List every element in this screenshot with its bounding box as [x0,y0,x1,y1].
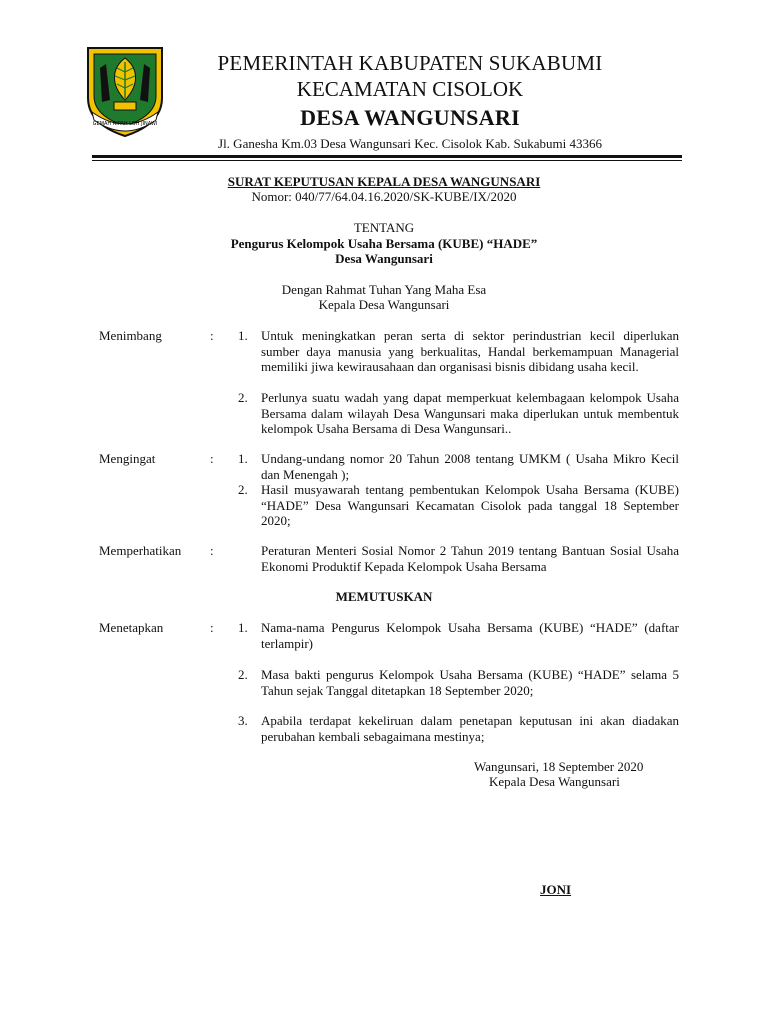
government-name: PEMERINTAH KABUPATEN SUKABUMI [217,51,603,75]
menimbang-item-1-text: Untuk meningkatkan peran serta di sektor perindustrian kecil diperlukan sumber daya manusia yang berkualitas, Handal berkemampuan Managerial memiliki jiwa kewirausahaan dan organisasi bisnis dibidang usaha kecil. [261,328,679,374]
logo-motto: GEMAH RIPAH LOH JINAWI [92,121,158,127]
decree-title: SURAT KEPUTUSAN KEPALA DESA WANGUNSARI [227,174,541,189]
signatory-name: JONI [540,882,572,897]
menimbang-item-2-number: 2. [238,390,248,405]
mengingat-item-2-number: 2. [238,482,248,497]
memperhatikan-text: Peraturan Menteri Sosial Nomor 2 Tahun 2019 tentang Bantuan Sosial Usaha Ekonomi Produktif Kepada Kelompok Usaha Bersama [261,543,679,574]
mengingat-colon: : [210,451,214,466]
letterhead-divider-thick [92,155,682,158]
menimbang-colon: : [210,328,214,343]
menetapkan-item-3-number: 3. [238,713,248,728]
menetapkan-item-3-text: Apabila terdapat kekeliruan dalam penetapan keputusan ini akan diadakan perubahan kembali sebagaimana mestinya; [261,713,679,744]
decree-number: Nomor: 040/77/64.04.16.2020/SK-KUBE/IX/2020 [251,189,517,204]
menimbang-item-2-text: Perlunya suatu wadah yang dapat memperkuat kelembagaan kelompok Usaha Bersama dalam wilayah Desa Wangunsari maka diperlukan untuk membentuk kelompok Usaha Bersama di Desa Wangunsari.. [261,390,679,436]
menetapkan-item-1-number: 1. [238,620,248,635]
signature-title: Kepala Desa Wangunsari [489,774,620,789]
menimbang-item-1-number: 1. [238,328,248,343]
menetapkan-colon: : [210,620,214,635]
subject-line: Pengurus Kelompok Usaha Bersama (KUBE) “HADE” [230,236,538,251]
mengingat-item-2-text: Hasil musyawarah tentang pembentukan Kelompok Usaha Bersama (KUBE) “HADE” Desa Wangunsari Kecamatan Cisolok pada tanggal 18 September 2020; [261,482,679,528]
office-address: Jl. Ganesha Km.03 Desa Wangunsari Kec. Cisolok Kab. Sukabumi 43366 [218,136,602,151]
menetapkan-item-1-text: Nama-nama Pengurus Kelompok Usaha Bersama (KUBE) “HADE” (daftar terlampir) [261,620,679,651]
menetapkan-label: Menetapkan [99,620,164,635]
menimbang-label: Menimbang [99,328,162,343]
menetapkan-item-2-number: 2. [238,667,248,682]
memperhatikan-label: Memperhatikan [99,543,182,558]
signature-place-date: Wangunsari, 18 September 2020 [474,759,644,774]
mengingat-label: Mengingat [99,451,156,466]
invocation: Dengan Rahmat Tuhan Yang Maha Esa [281,282,487,297]
menetapkan-item-2-text: Masa bakti pengurus Kelompok Usaha Bersama (KUBE) “HADE” selama 5 Tahun sejak Tanggal ditetapkan 18 September 2020; [261,667,679,698]
memperhatikan-colon: : [210,543,214,558]
letterhead [180,50,640,153]
letterhead-divider-thin [92,160,682,161]
village-name: DESA WANGUNSARI [300,105,520,130]
subject-village: Desa Wangunsari [335,251,433,266]
subject-heading: TENTANG [353,220,415,235]
district-name: KECAMATAN CISOLOK [296,77,524,101]
sukabumi-regency-emblem-icon [84,44,166,138]
issuer: Kepala Desa Wangunsari [318,297,450,312]
mengingat-item-1-text: Undang-undang nomor 20 Tahun 2008 tentang UMKM ( Usaha Mikro Kecil dan Menengah ); [261,451,679,482]
decision-heading: MEMUTUSKAN [335,589,433,604]
mengingat-item-1-number: 1. [238,451,248,466]
